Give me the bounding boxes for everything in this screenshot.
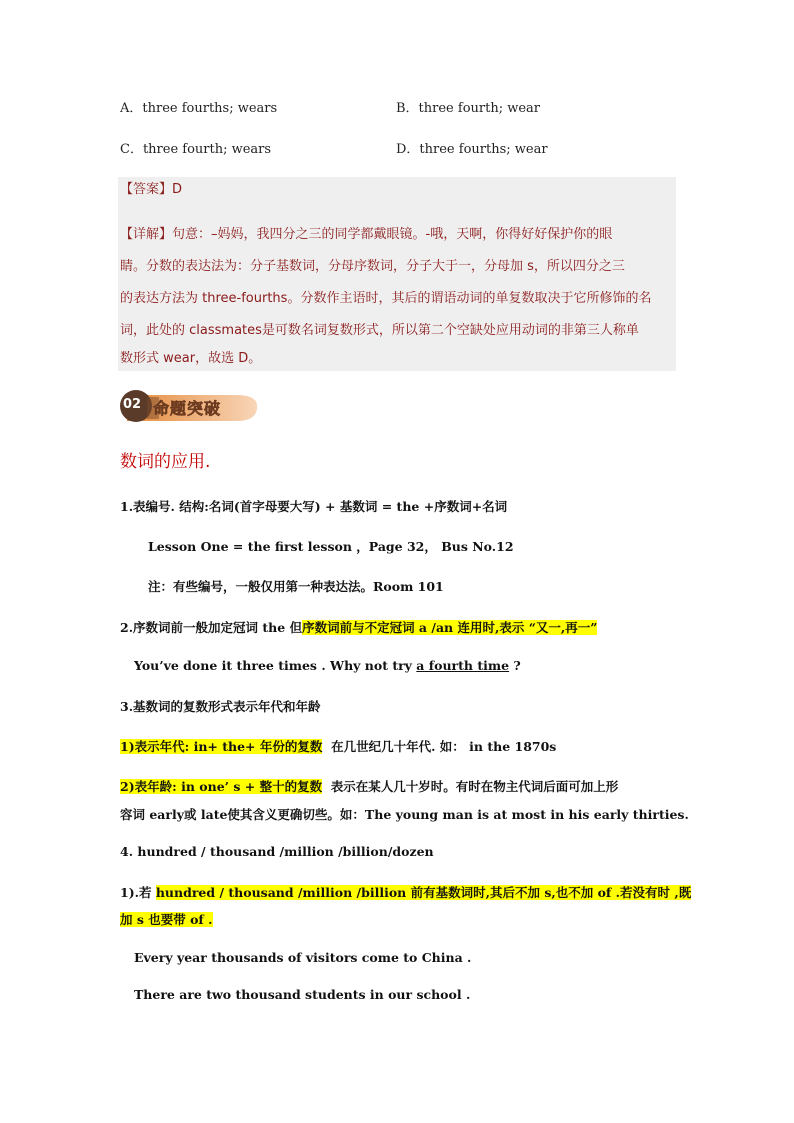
- option-c: C．three fourth; wears: [120, 142, 272, 157]
- section-title: 数词的应用.: [120, 452, 211, 472]
- answer-box: [118, 177, 676, 371]
- item-3-2-cont: 容词 early或 late使其含义更确切些。如：The young man is at most in his early thirties.: [120, 807, 689, 822]
- item-2-heading-part: 2.序数词前一般加定冠词 the 但: [120, 620, 303, 635]
- item-3-2-highlight: 2)表年龄: in one’ s + 整十的复数: [120, 779, 323, 794]
- item-4-1-cont: [120, 910, 213, 928]
- item-4-1-prefix: 1).若: [120, 885, 156, 900]
- item-4-heading: 4. hundred / thousand /million /billion/dozen: [120, 844, 434, 859]
- item-3-1: [120, 737, 556, 755]
- answer-detail-line: 【详解】句意：–妈妈，我四分之三的同学都戴眼镜。-哦，天啊，你得好好保护你的眼: [120, 227, 613, 242]
- item-2-example: [134, 658, 521, 673]
- item-4-example-1: Every year thousands of visitors come to China .: [134, 950, 472, 965]
- option-b: B．three fourth; wear: [396, 101, 541, 116]
- option-a: A．three fourths; wears: [120, 101, 278, 116]
- item-3-heading: 3.基数词的复数形式表示年代和年龄: [120, 699, 321, 714]
- section-badge: [119, 389, 259, 423]
- item-4-1-highlight: hundred / thousand /million /billion 前有基数词时,其后不加 s,也不加 of .若没有时 ,既: [155, 885, 692, 900]
- item-1-example: Lesson One = the first lesson ，Page 32， Bus No.12: [148, 539, 514, 554]
- answer-detail-line: 的表达方法为 three-fourths。分数作主语时，其后的谓语动词的单复数取决于它所修饰的名: [120, 291, 652, 306]
- badge-number: 02: [123, 397, 142, 412]
- item-2-heading: [120, 618, 597, 636]
- option-d: D．three fourths; wear: [396, 142, 548, 157]
- answer-detail-line: 睛。分数的表达法为：分子基数词，分母序数词，分子大于一，分母加 s，所以四分之三: [120, 259, 625, 274]
- item-3-2-rest: 表示在某人几十岁时。有时在物主代词后面可加上形: [322, 779, 619, 794]
- item-2-highlight: 序数词前与不定冠词 a /an 连用时,表示 “又一,再一”: [302, 620, 598, 635]
- answer-detail-line: 词，此处的 classmates是可数名词复数形式，所以第二个空缺处应用动词的非第三人称单: [120, 323, 639, 338]
- item-2-example-underlined: a fourth time: [416, 658, 510, 673]
- answer-label: 【答案】D: [120, 182, 183, 197]
- answer-detail-line: 数形式 wear，故选 D。: [120, 351, 262, 366]
- item-4-example-2: There are two thousand students in our school .: [134, 987, 471, 1002]
- item-3-1-highlight: 1)表示年代: in+ the+ 年份的复数: [120, 739, 323, 754]
- item-1-heading: 1.表编号. 结构:名词(首字母要大写) + 基数词 = the +序数词+名词: [120, 499, 508, 514]
- badge-text: 命题突破: [153, 399, 222, 418]
- item-3-1-rest: 在几世纪几十年代. 如： in the 1870s: [322, 739, 557, 754]
- item-1-note: 注：有些编号，一般仅用第一种表达法。Room 101: [148, 579, 444, 594]
- item-4-1-cont-highlight: 加 s 也要带 of .: [120, 912, 213, 927]
- item-2-example-part: You’ve done it three times . Why not try: [134, 658, 417, 673]
- item-4-1: [120, 883, 691, 901]
- item-2-example-end: ?: [509, 658, 521, 673]
- item-3-2: [120, 777, 618, 795]
